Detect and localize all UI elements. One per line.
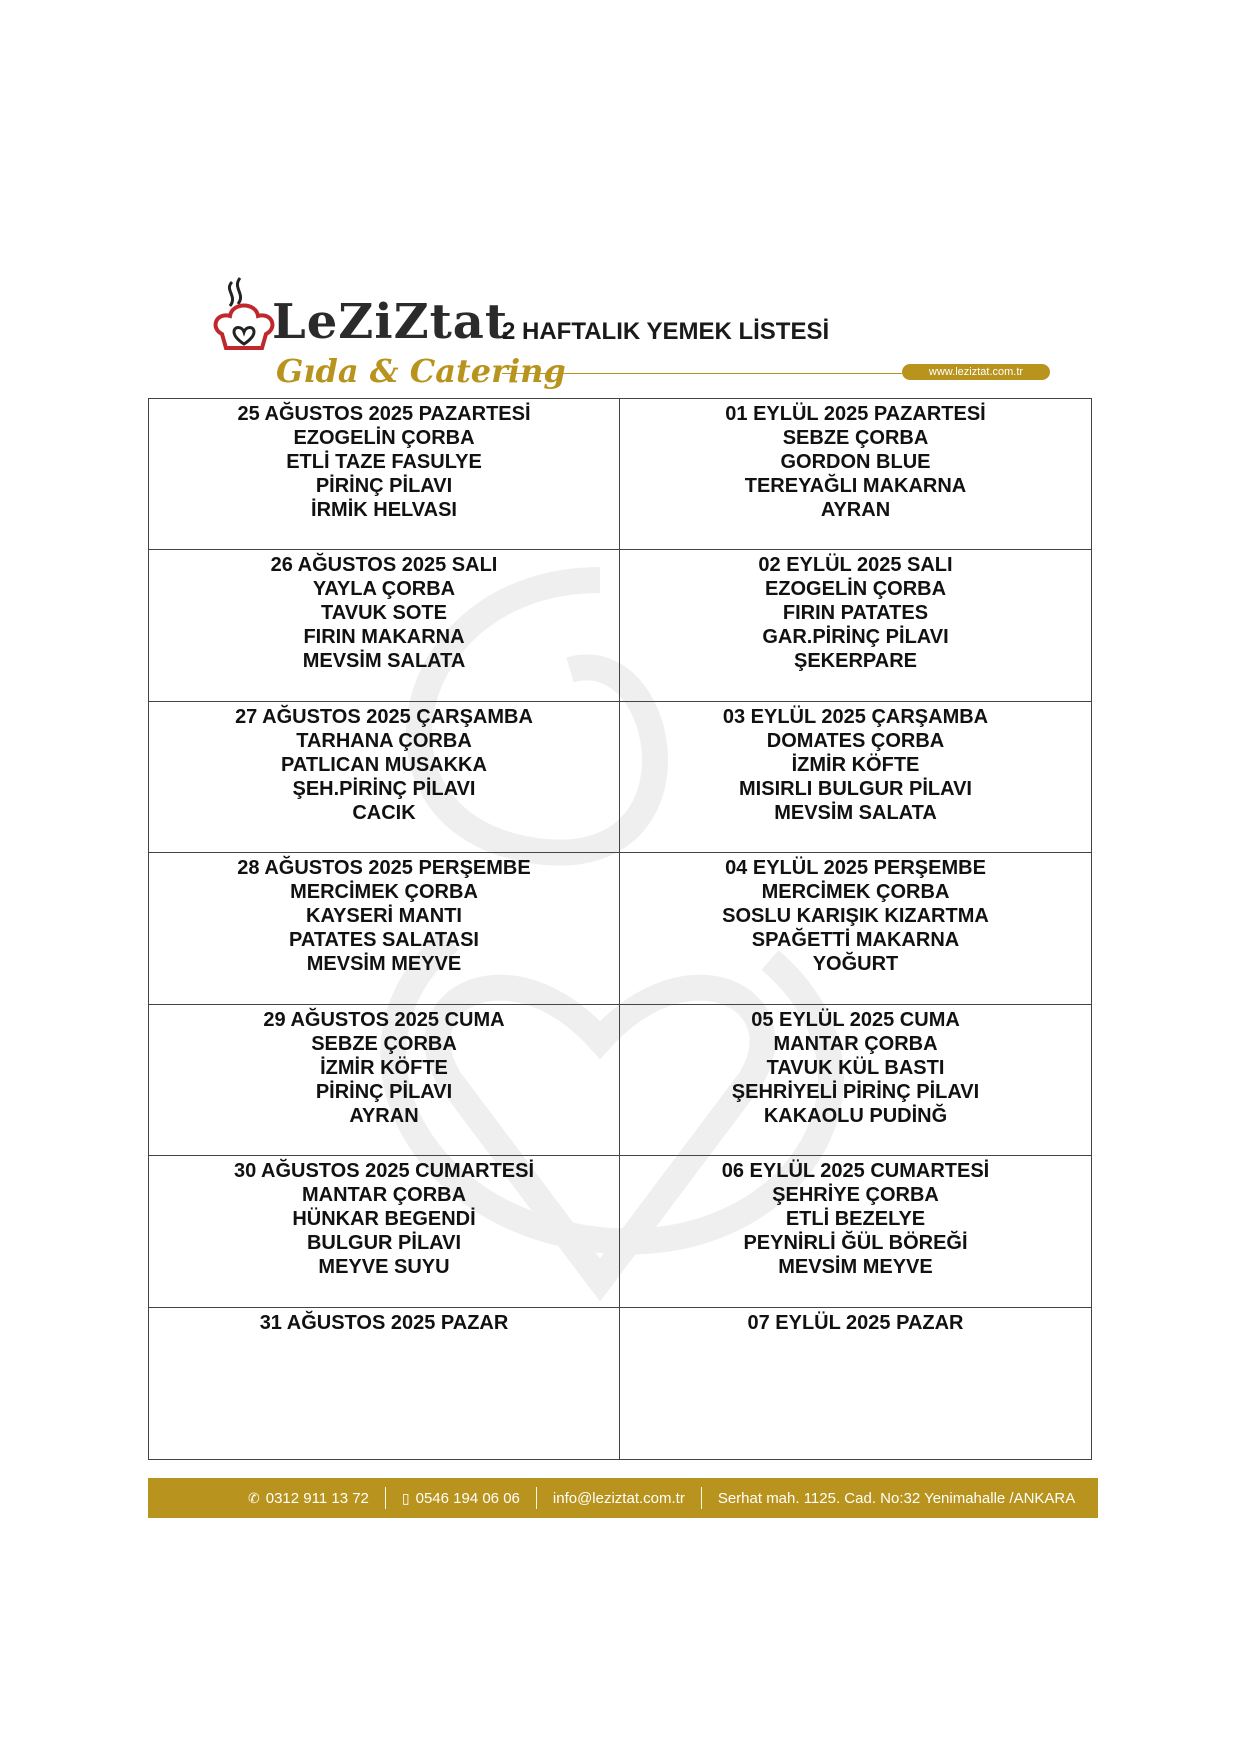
menu-dish: ŞEH.PİRİNÇ PİLAVI (292, 777, 476, 800)
menu-day-cell (620, 399, 1091, 550)
menu-dish: GAR.PİRİNÇ PİLAVI (762, 626, 949, 649)
menu-day-cell (620, 1156, 1091, 1307)
company-logo (212, 272, 566, 400)
footer-separator (536, 1487, 537, 1509)
menu-day-cell (620, 702, 1091, 853)
menu-dish: MERCİMEK ÇORBA (290, 881, 478, 904)
menu-dish: FIRIN MAKARNA (303, 626, 465, 649)
menu-day-date: 06 EYLÜL 2025 CUMARTESİ (721, 1160, 990, 1183)
menu-dish: YOĞURT (812, 953, 899, 976)
footer-mobile-text: 0546 194 06 06 (415, 1489, 520, 1507)
menu-dish: MEVSİM SALATA (302, 650, 466, 673)
menu-dish: KAYSERİ MANTI (306, 905, 462, 928)
menu-table (148, 398, 1092, 1460)
footer-mobile (386, 1490, 536, 1507)
menu-dish: DOMATES ÇORBA (766, 729, 945, 752)
menu-day-date: 02 EYLÜL 2025 SALI (758, 554, 953, 577)
menu-dish: GORDON BLUE (780, 451, 931, 473)
footer-phone (148, 1490, 385, 1507)
menu-dish: ŞEHRİYELİ PİRİNÇ PİLAVI (731, 1080, 980, 1103)
menu-dish: TAVUK SOTE (321, 602, 447, 625)
footer-separator (701, 1487, 702, 1509)
website-badge: www.leziztat.com.tr (902, 364, 1050, 380)
menu-day-date: 07 EYLÜL 2025 PAZAR (747, 1311, 964, 1334)
menu-day-cell (149, 853, 620, 1004)
contact-footer (148, 1478, 1098, 1518)
menu-day-cell (149, 1005, 620, 1156)
menu-day-cell (620, 1308, 1091, 1459)
menu-dish: MERCİMEK ÇORBA (761, 881, 950, 904)
menu-dish: AYRAN (820, 499, 891, 521)
menu-dish: SPAĞETTİ MAKARNA (751, 929, 960, 952)
menu-dish: YAYLA ÇORBA (312, 578, 456, 601)
menu-day-date: 26 AĞUSTOS 2025 SALI (270, 554, 498, 577)
menu-dish: FIRIN PATATES (782, 602, 929, 625)
menu-dish: PEYNİRLİ ĞÜL BÖREĞİ (743, 1232, 968, 1255)
menu-dish: İZMİR KÖFTE (791, 753, 920, 776)
menu-dish: TAVUK KÜL BASTI (766, 1056, 945, 1079)
menu-day-date: 29 AĞUSTOS 2025 CUMA (263, 1008, 505, 1031)
menu-dish: BULGUR PİLAVI (306, 1232, 462, 1255)
menu-dish: PATLICAN MUSAKKA (281, 753, 487, 776)
menu-day-date: 28 AĞUSTOS 2025 PERŞEMBE (237, 857, 531, 880)
footer-address (702, 1490, 1091, 1507)
menu-day-date: 27 AĞUSTOS 2025 ÇARŞAMBA (235, 705, 533, 728)
menu-day-date: 03 EYLÜL 2025 ÇARŞAMBA (722, 705, 989, 728)
footer-address-text: Serhat mah. 1125. Cad. No:32 Yenimahalle /ANKARA (717, 1489, 1076, 1507)
menu-day-cell (149, 1308, 620, 1459)
mobile-phone-icon: ▯ (401, 1489, 410, 1506)
menu-dish: HÜNKAR BEGENDİ (292, 1208, 476, 1231)
menu-dish: TARHANA ÇORBA (296, 729, 472, 752)
menu-dish: EZOGELİN ÇORBA (764, 578, 947, 601)
menu-day-cell (149, 550, 620, 701)
menu-day-cell (620, 853, 1091, 1004)
menu-dish: PATATES SALATASI (289, 929, 479, 952)
menu-dish: TEREYAĞLI MAKARNA (744, 475, 967, 497)
title-divider (502, 373, 902, 374)
logo-subtitle: Gıda & Catering (276, 352, 566, 390)
menu-dish: MEVSİM SALATA (774, 801, 937, 824)
menu-dish: SOSLU KARIŞIK KIZARTMA (722, 905, 989, 928)
footer-email[interactable] (537, 1490, 701, 1507)
menu-dish: ETLİ TAZE FASULYE (286, 451, 482, 473)
menu-day-date: 31 AĞUSTOS 2025 PAZAR (259, 1311, 509, 1334)
menu-day-date: 25 AĞUSTOS 2025 PAZARTESİ (237, 403, 531, 425)
logo-brand-text: LeZiZtat (272, 294, 509, 350)
menu-dish: MEVSİM MEYVE (306, 953, 462, 976)
footer-phone-text: 0312 911 13 72 (265, 1489, 369, 1507)
menu-day-cell (620, 1005, 1091, 1156)
menu-dish: CACIK (352, 801, 416, 824)
menu-dish: PİRİNÇ PİLAVI (315, 475, 453, 497)
menu-dish: ŞEHRİYE ÇORBA (772, 1184, 939, 1207)
menu-day-cell (149, 1156, 620, 1307)
footer-separator (385, 1487, 386, 1509)
menu-dish: MANTAR ÇORBA (301, 1184, 467, 1207)
menu-dish: MEVSİM MEYVE (778, 1256, 933, 1279)
menu-day-date: 30 AĞUSTOS 2025 CUMARTESİ (233, 1160, 535, 1183)
menu-dish: KAKAOLU PUDİNĞ (763, 1104, 948, 1127)
menu-dish: PİRİNÇ PİLAVI (315, 1080, 453, 1103)
menu-dish: AYRAN (349, 1104, 419, 1127)
menu-day-cell (149, 702, 620, 853)
phone-icon: ✆ (248, 1489, 260, 1506)
footer-email-text[interactable]: info@leziztat.com.tr (552, 1489, 685, 1507)
menu-dish: ŞEKERPARE (794, 650, 917, 673)
menu-dish: MANTAR ÇORBA (773, 1032, 938, 1055)
menu-day-date: 04 EYLÜL 2025 PERŞEMBE (725, 857, 986, 880)
menu-dish: İZMİR KÖFTE (320, 1056, 448, 1079)
menu-dish: SEBZE ÇORBA (311, 1032, 457, 1055)
menu-day-cell (620, 550, 1091, 701)
menu-day-date: 01 EYLÜL 2025 PAZARTESİ (725, 403, 986, 425)
menu-day-date: 05 EYLÜL 2025 CUMA (751, 1008, 960, 1031)
menu-dish: MISIRLI BULGUR PİLAVI (739, 777, 972, 800)
menu-dish: SEBZE ÇORBA (782, 427, 929, 449)
menu-dish: MEYVE SUYU (318, 1256, 450, 1279)
menu-dish: İRMİK HELVASI (311, 499, 457, 521)
menu-day-cell (149, 399, 620, 550)
menu-dish: ETLİ BEZELYE (785, 1208, 926, 1231)
page-title: 2 HAFTALIK YEMEK LİSTESİ (502, 318, 830, 345)
menu-dish: EZOGELİN ÇORBA (293, 427, 475, 449)
